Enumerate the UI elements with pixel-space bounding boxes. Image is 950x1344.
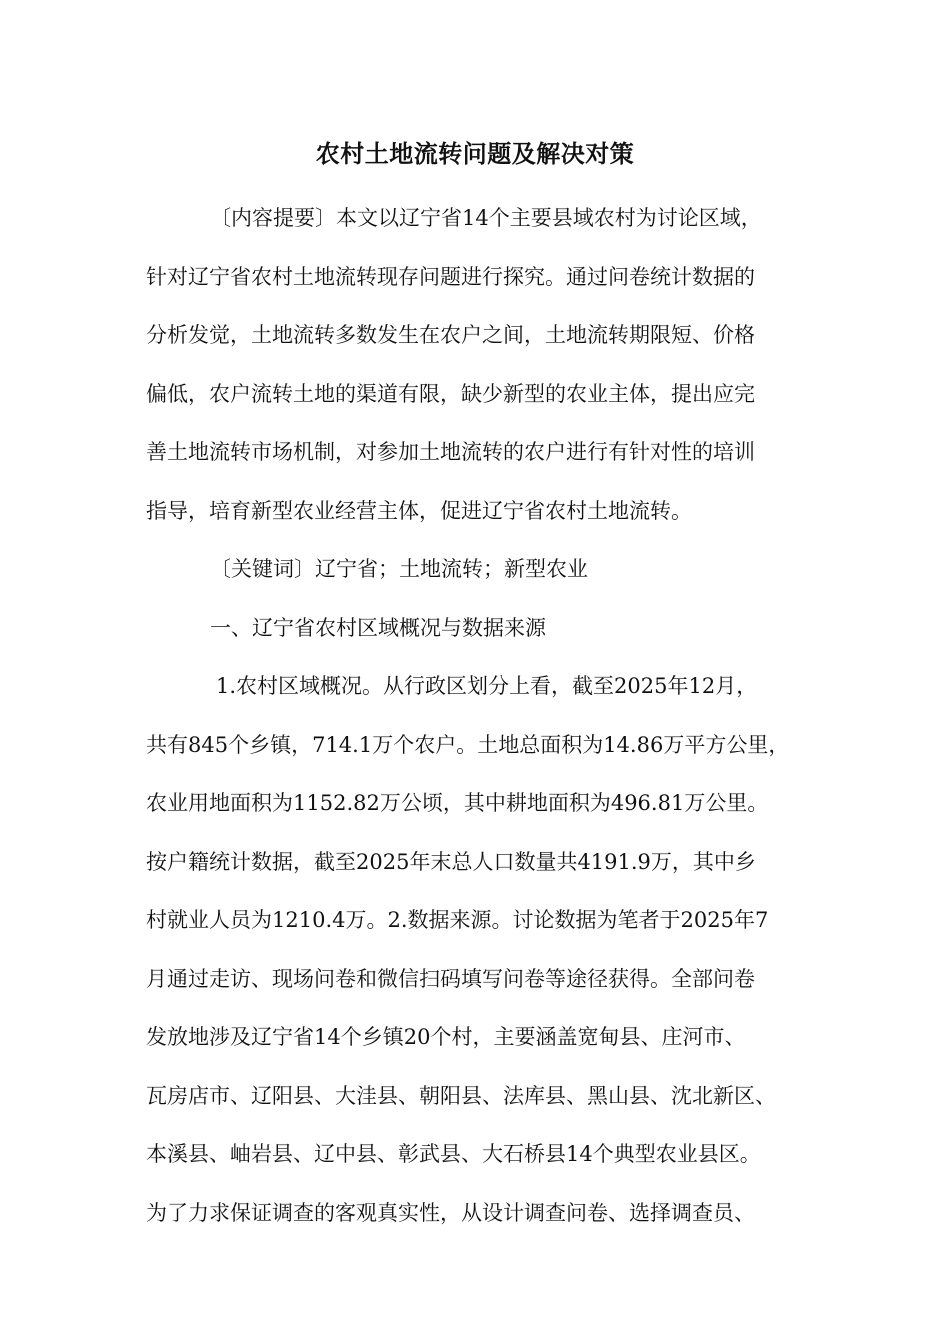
- abstract-line: 偏低，农户流转土地的渠道有限，缺少新型的农业主体，提出应完: [146, 381, 755, 406]
- body-line: 村就业人员为1210.4万。2.数据来源。讨论数据为笔者于2025年7: [146, 908, 769, 932]
- abstract-line: 指导，培育新型农业经营主体，促进辽宁省农村土地流转。: [146, 498, 692, 523]
- body-line: 月通过走访、现场问卷和微信扫码填写问卷等途径获得。全部问卷: [146, 966, 755, 991]
- document-body: [146, 189, 836, 1242]
- section-heading: 一、辽宁省农村区域概况与数据来源: [210, 615, 546, 640]
- abstract-line: 针对辽宁省农村土地流转现存问题进行探究。通过问卷统计数据的: [146, 264, 755, 289]
- body-line: 按户籍统计数据，截至2025年末总人口数量共4191.9万，其中乡: [146, 849, 756, 874]
- body-line: 共有845个乡镇，714.1万个农户。土地总面积为14.86万平方公里，: [146, 732, 790, 757]
- document-title: 农村土地流转问题及解决对策: [315, 139, 635, 168]
- body-line: 农业用地面积为1152.82万公顷，其中耕地面积为496.81万公里。: [146, 791, 769, 815]
- body-line: 为了力求保证调查的客观真实性，从设计调查问卷、选择调查员、: [146, 1200, 755, 1225]
- body-line: 1.农村区域概况。从行政区划分上看，截至2025年12月，: [216, 674, 758, 698]
- keywords-line: 〔关键词〕辽宁省；土地流转；新型农业: [210, 557, 588, 581]
- body-line: 本溪县、岫岩县、辽中县、彰武县、大石桥县14个典型农业县区。: [146, 1142, 761, 1166]
- body-line: 发放地涉及辽宁省14个乡镇20个村，主要涵盖宽甸县、庄河市、: [146, 1025, 746, 1049]
- abstract-line: 〔内容提要〕本文以辽宁省14个主要县域农村为讨论区域，: [210, 206, 762, 230]
- abstract-line: 分析发觉，土地流转多数发生在农户之间，土地流转期限短、价格: [146, 323, 755, 347]
- abstract-line: 善土地流转市场机制，对参加土地流转的农户进行有针对性的培训: [146, 440, 755, 464]
- body-line: 瓦房店市、辽阳县、大洼县、朝阳县、法库县、黑山县、沈北新区、: [146, 1083, 776, 1108]
